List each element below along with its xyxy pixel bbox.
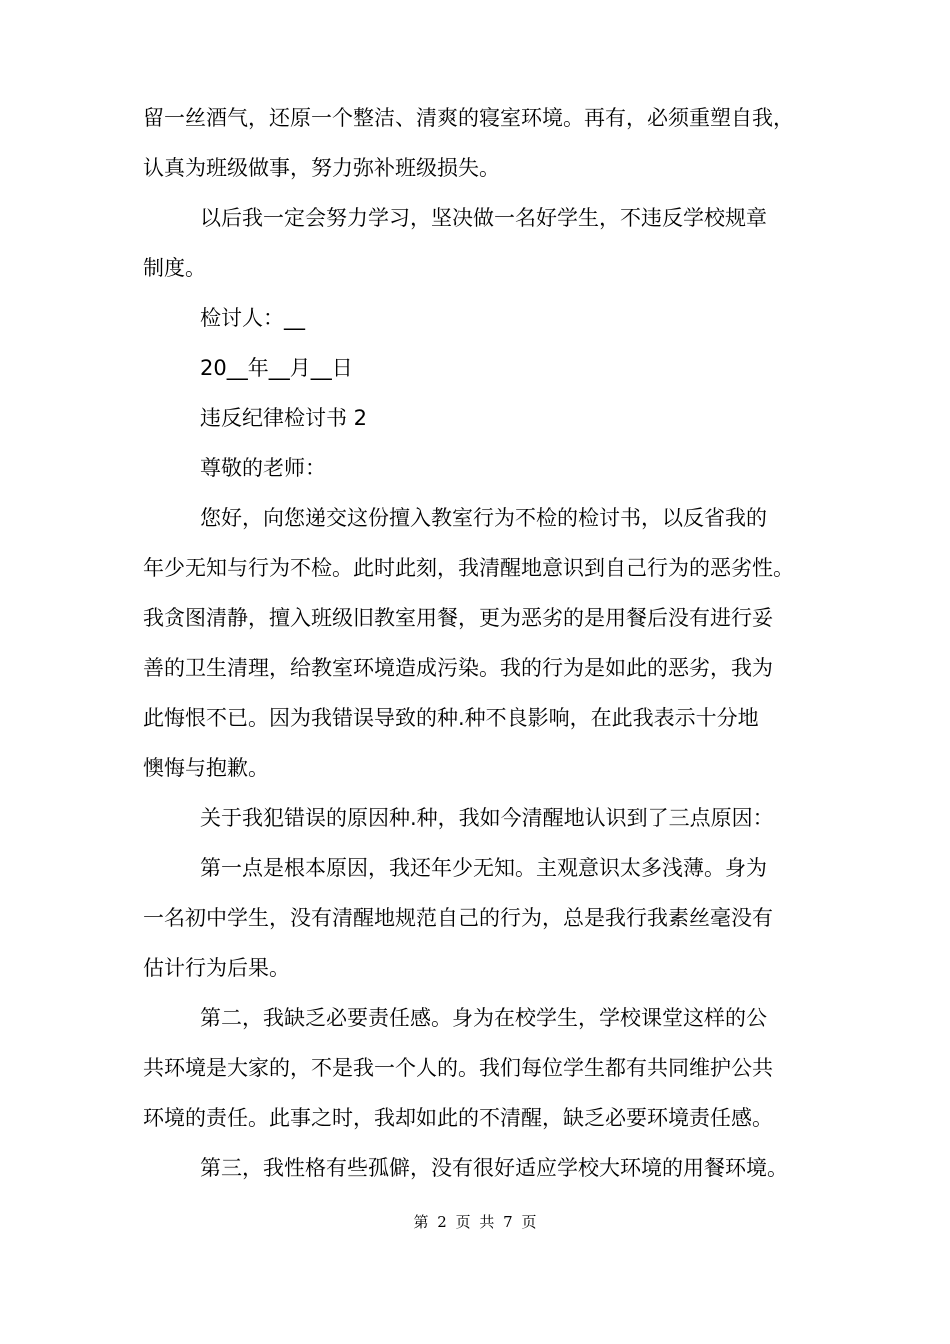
- paragraph-line: 以后我一定会努力学习，坚决做一名好学生，不违反学校规章: [200, 206, 767, 230]
- paragraph-line: 善的卫生清理，给教室环境造成污染。我的行为是如此的恶劣，我为: [143, 656, 773, 680]
- paragraph-line: 第一点是根本原因，我还年少无知。主观意识太多浅薄。身为: [200, 856, 767, 880]
- paragraph-line: 第二，我缺乏必要责任感。身为在校学生，学校课堂这样的公: [200, 1006, 767, 1030]
- paragraph-line: 认真为班级做事，努力弥补班级损失。: [143, 156, 500, 180]
- paragraph-line: 我贪图清静，擅入班级旧教室用餐，更为恶劣的是用餐后没有进行妥: [143, 606, 773, 630]
- paragraph-line: 一名初中学生，没有清醒地规范自己的行为，总是我行我素丝毫没有: [143, 906, 773, 930]
- paragraph-line: 此悔恨不已。因为我错误导致的种.种不良影响，在此我表示十分地: [143, 706, 759, 730]
- paragraph-line: 制度。: [143, 256, 206, 280]
- paragraph-line: 您好，向您递交这份擅入教室行为不检的检讨书，以反省我的: [200, 506, 767, 530]
- paragraph-line: 关于我犯错误的原因种.种，我如今清醒地认识到了三点原因：: [200, 806, 774, 830]
- paragraph-line: 环境的责任。此事之时，我却如此的不清醒，缺乏必要环境责任感。: [143, 1106, 773, 1130]
- paragraph-line: 共环境是大家的，不是我一个人的。我们每位学生都有共同维护公共: [143, 1056, 773, 1080]
- paragraph-line: 留一丝酒气，还原一个整洁、清爽的寝室环境。再有，必须重塑自我，: [143, 106, 794, 130]
- paragraph-line: 懊悔与抱歉。: [143, 756, 269, 780]
- page-number-footer: 第 2 页 共 7 页: [413, 1213, 537, 1231]
- date-line: 20__年__月__日: [200, 356, 353, 380]
- paragraph-line: 年少无知与行为不检。此时此刻，我清醒地意识到自己行为的恶劣性。: [143, 556, 794, 580]
- paragraph-line: 估计行为后果。: [143, 956, 290, 980]
- section-title: 违反纪律检讨书 2: [200, 406, 368, 430]
- salutation: 尊敬的老师：: [200, 456, 326, 480]
- signature-label: 检讨人：__: [200, 306, 305, 330]
- paragraph-line: 第三，我性格有些孤僻，没有很好适应学校大环境的用餐环境。: [200, 1156, 788, 1180]
